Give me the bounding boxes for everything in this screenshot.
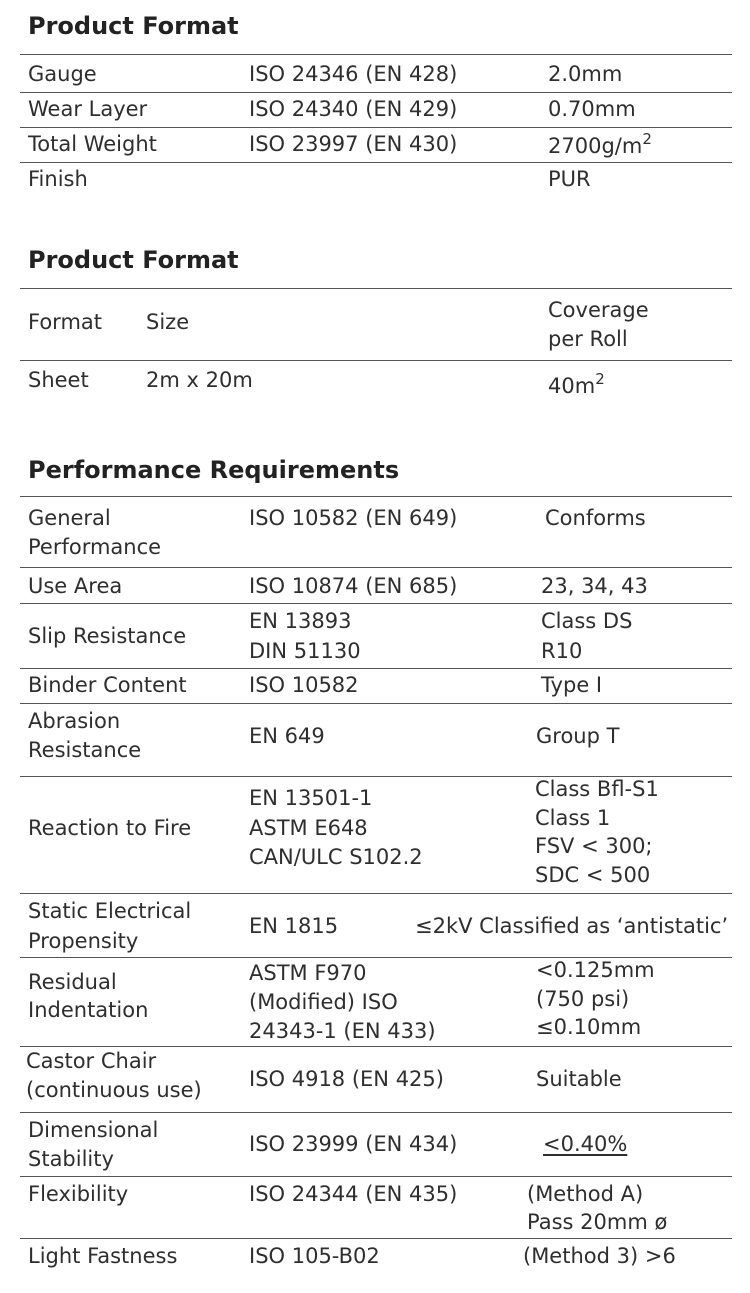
reaction-to-fire-value: Class Bfl-S1 (535, 777, 659, 801)
slip-resistance-standard: EN 13893 (249, 609, 352, 633)
slip-resistance-value: Class DS (541, 609, 633, 633)
wear-layer-value: 0.70mm (548, 97, 636, 121)
row-divider (20, 162, 732, 163)
gauge-standard: ISO 24346 (EN 428) (249, 62, 458, 86)
abrasion-resistance-value: Group T (536, 724, 620, 748)
divider (20, 288, 732, 289)
dimensional-stability-label: Stability (28, 1147, 114, 1171)
general-performance-value: Conforms (545, 506, 646, 530)
binder-content-standard: ISO 10582 (249, 673, 359, 697)
row-divider (20, 703, 732, 704)
finish-label: Finish (28, 167, 88, 191)
flexibility-label: Flexibility (28, 1182, 129, 1206)
row-divider (20, 92, 732, 93)
residual-indentation-standard: 24343-1 (EN 433) (249, 1019, 436, 1043)
binder-content-label: Binder Content (28, 673, 187, 697)
abrasion-resistance-standard: EN 649 (249, 724, 325, 748)
divider (20, 54, 732, 55)
flexibility-value: Pass 20mm ø (527, 1210, 668, 1234)
binder-content-value: Type I (541, 673, 603, 697)
total-weight-label: Total Weight (28, 132, 157, 156)
row-divider (20, 1112, 732, 1113)
castor-chair-standard: ISO 4918 (EN 425) (249, 1067, 444, 1091)
coverage-header-line2: per Roll (548, 327, 628, 351)
size-header: Size (146, 310, 190, 334)
slip-resistance-standard: DIN 51130 (249, 639, 361, 663)
coverage-header-line1: Coverage (548, 298, 649, 322)
row-divider (20, 1176, 732, 1177)
static-electrical-label: Propensity (28, 929, 139, 953)
section-title-product-format: Product Format (28, 12, 239, 40)
wear-layer-label: Wear Layer (28, 97, 148, 121)
light-fastness-value: (Method 3) >6 (523, 1244, 676, 1268)
slip-resistance-value: R10 (541, 639, 583, 663)
static-electrical-value: ≤2kV Classified as ‘antistatic’ (415, 914, 729, 938)
format-header: Format (28, 310, 103, 334)
use-area-label: Use Area (28, 574, 123, 598)
castor-chair-label: (continuous use) (26, 1078, 202, 1102)
reaction-to-fire-value: Class 1 (535, 806, 611, 830)
row-divider (20, 603, 732, 604)
dimensional-stability-label: Dimensional (28, 1118, 159, 1142)
wear-layer-standard: ISO 24340 (EN 429) (249, 97, 458, 121)
castor-chair-label: Castor Chair (26, 1049, 157, 1073)
dimensional-stability-standard: ISO 23999 (EN 434) (249, 1132, 458, 1156)
static-electrical-standard: EN 1815 (249, 914, 339, 938)
row-divider (20, 1238, 732, 1239)
residual-indentation-standard: (Modified) ISO (249, 990, 398, 1014)
coverage-cell: $40m^2$ (548, 370, 605, 398)
reaction-to-fire-label: Reaction to Fire (28, 816, 192, 840)
light-fastness-label: Light Fastness (28, 1244, 178, 1268)
total-weight-value: $2700g/m^2$ (548, 130, 652, 158)
reaction-to-fire-value: SDC < 500 (535, 863, 651, 887)
general-performance-standard: ISO 10582 (EN 649) (249, 506, 458, 530)
residual-indentation-value: (750 psi) (536, 987, 630, 1011)
section-title-performance: Performance Requirements (28, 456, 400, 484)
abrasion-resistance-label: Resistance (28, 738, 142, 762)
divider (20, 496, 732, 497)
static-electrical-label: Static Electrical (28, 899, 192, 923)
general-performance-label: General (28, 506, 111, 530)
flexibility-standard: ISO 24344 (EN 435) (249, 1182, 458, 1206)
reaction-to-fire-value: FSV < 300; (535, 834, 653, 858)
reaction-to-fire-standard: EN 13501-1 (249, 786, 373, 810)
flexibility-value: (Method A) (527, 1182, 644, 1206)
row-divider (20, 668, 732, 669)
slip-resistance-label: Slip Resistance (28, 624, 187, 648)
reaction-to-fire-standard: CAN/ULC S102.2 (249, 845, 423, 869)
header-divider (20, 360, 732, 361)
total-weight-standard: ISO 23997 (EN 430) (249, 132, 458, 156)
size-cell: 2m x 20m (146, 368, 253, 392)
residual-indentation-label: Residual (28, 970, 117, 994)
residual-indentation-label: Indentation (28, 998, 149, 1022)
residual-indentation-standard: ASTM F970 (249, 961, 367, 985)
residual-indentation-value: ≤0.10mm (536, 1015, 642, 1039)
section-title-product-format-roll: Product Format (28, 246, 239, 274)
row-divider (20, 127, 732, 128)
residual-indentation-value: <0.125mm (536, 958, 655, 982)
light-fastness-standard: ISO 105-B02 (249, 1244, 380, 1268)
dimensional-stability-value: <0.40% (543, 1132, 628, 1156)
gauge-value: 2.0mm (548, 62, 623, 86)
use-area-value: 23, 34, 43 (541, 574, 648, 598)
reaction-to-fire-standard: ASTM E648 (249, 816, 368, 840)
finish-value: PUR (548, 167, 591, 191)
format-cell: Sheet (28, 368, 89, 392)
castor-chair-value: Suitable (536, 1067, 622, 1091)
general-performance-label: Performance (28, 535, 162, 559)
use-area-standard: ISO 10874 (EN 685) (249, 574, 458, 598)
row-divider (20, 567, 732, 568)
gauge-label: Gauge (28, 62, 97, 86)
abrasion-resistance-label: Abrasion (28, 709, 121, 733)
row-divider (20, 893, 732, 894)
